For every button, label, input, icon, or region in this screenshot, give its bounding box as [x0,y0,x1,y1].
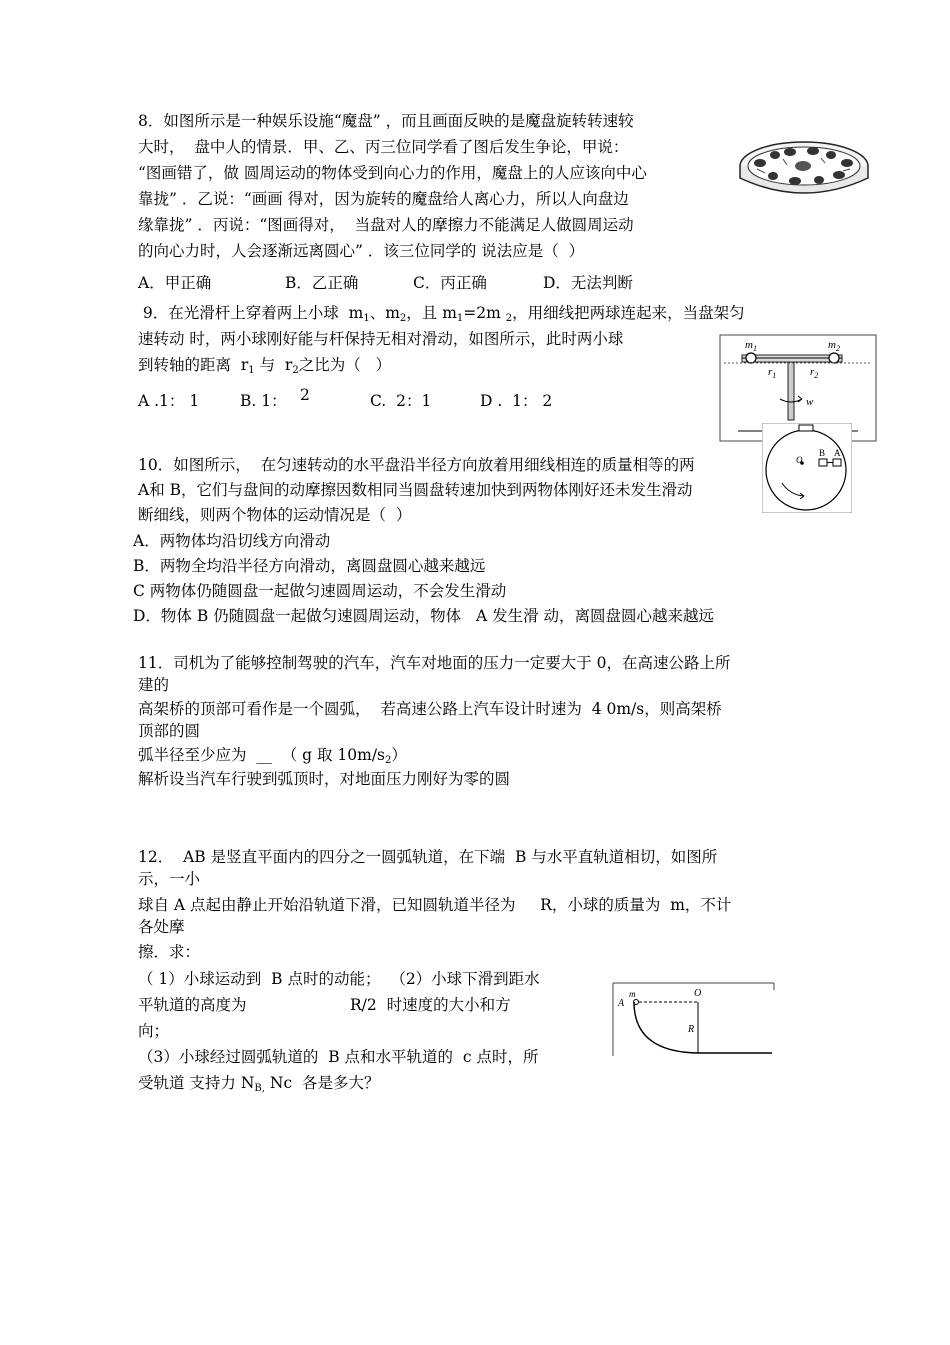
label-text: m [745,339,753,351]
subscript: 1 [248,365,255,376]
q12-line-10 [138,1073,379,1099]
q9-option-c: C. 2：1 [370,392,432,410]
q9-option-b-value: 2 [300,386,310,404]
label-b: B [819,448,826,458]
label-r2 [810,366,818,380]
q8-line-5: 缘靠拢” ．丙说：“图画得对， 当盘对人的摩擦力不能满足人做圆周运动 [138,216,634,234]
rotating-disc-figure [762,423,852,513]
subscript: 1 [363,313,370,324]
q12-line-4: 各处摩 [138,918,185,936]
q10-option-b: B．两物全均沿半径方向滑动，离圆盘圆心越来越远 [133,557,486,575]
q12-line-1: 12． AB 是竖直平面内的四分之一圆弧轨道，在下端 B 与水平直轨道相切，如图所 [138,848,718,866]
label-sub: 1 [772,371,777,380]
q9-text: 到转轴的距离 r [138,356,249,374]
subscript: 2 [292,365,299,376]
q12-line-2: 示，一小 [138,870,201,888]
q11-line-6: 解析设当汽车行驶到弧顶时，对地面压力刚好为零的圆 [138,770,511,788]
q12-line-3: 球自 A 点起由静止开始沿轨道下滑，已知圆轨道半径为 R，小球的质量为 m，不计 [138,896,732,914]
q8-option-c: C．丙正确 [413,274,487,292]
label-text: m [828,339,836,351]
q10-line-3: 断细线，则两个物体的运动情况是（ ） [138,506,412,524]
q9-line-1 [138,303,745,329]
q9-text: 9．在光滑杆上穿着两上小球 m [138,304,364,322]
q11-line-3: 高架桥的顶部可看作是一个圆弧， 若高速公路上汽车设计时速为 4 0m/s，则高架桥 [138,700,722,718]
label-omega: w [806,396,814,408]
subscript: B, [254,1083,265,1094]
q8-option-d: D．无法判断 [543,274,633,292]
label-m1 [745,339,757,353]
label-r: R [688,1024,695,1035]
subscript: 2 [385,755,392,766]
label-m: m [629,989,636,999]
label-a: A [618,998,625,1009]
label-r1 [768,366,776,380]
q9-option-d: D . 1： 2 [480,392,553,410]
q9-text: =2m [463,304,506,322]
label-o: O [796,455,803,465]
q8-line-1: 8．如图所示是一种娱乐设施“魔盘” ，而且画面反映的是魔盘旋转转速较 [138,112,634,130]
label-sub: 1 [752,344,757,353]
q11-text: ） [391,746,407,764]
q12-line-7: 平轨道的高度为 R/2 时速度的大小和方 [138,996,511,1014]
q11-line-4: 顶部的圆 [138,722,201,740]
q10-option-c: C 两物体仍随圆盘一起做匀速圆周运动，不会发生滑动 [133,582,507,600]
q8-line-2: 大时， 盘中人的情景．甲、乙、丙三位同学看了图后发生争论，甲说： [138,138,629,156]
q9-text: 之比为（ ） [298,356,392,374]
subscript: 1 [456,313,464,324]
q10-line-2: A和 B，它们与盘间的动摩擦因数相同当圆盘转速加快到两物体刚好还未发生滑动 [138,481,693,499]
q10-line-1: 10．如图所示， 在匀速转动的水平盘沿半径方向放着用细线相连的质量相等的两 [138,456,695,474]
q11-line-1: 11．司机为了能够控制驾驶的汽车，汽车对地面的压力一定要大于 0，在高速公路上所 [138,654,731,672]
q9-line-2: 速转动 时，两小球刚好能与杆保持无相对滑动，如图所示，此时两小球 [138,330,624,348]
q11-line-2: 建的 [138,676,170,694]
subscript: 2 [399,313,407,324]
q11-text: 弧半径至少应为 __ （ g 取 10m/s [138,746,386,764]
q12-line-9: （3）小球经过圆弧轨道的 B 点和水平轨道的 c 点时，所 [138,1048,539,1066]
q10-option-a: A．两物体均沿切线方向滑动 [133,532,331,550]
subscript: 2 [505,313,513,324]
q12-line-6: （ 1）小球运动到 B 点时的动能； （2）小球下滑到距水 [138,970,540,988]
q12-line-5: 擦．求： [138,943,201,961]
q8-option-a: A．甲正确 [138,274,212,292]
q12-text: Nc 各是多大？ [264,1074,380,1092]
label-sub: 2 [835,344,840,353]
label-text: r [810,366,815,378]
label-m2 [828,339,840,353]
q8-line-6: 的向心力时，人会逐渐远离圆心” ．该三位同学的 说法应是（ ） [138,242,585,260]
q9-text: 与 r [254,356,293,374]
quarter-arc-track-figure [612,982,776,1060]
q10-option-d: D．物体 B 仍随圆盘一起做匀速圆周运动，物体 A 发生滑 动，离圆盘圆心越来越远 [133,607,715,625]
q9-text: 、m [369,304,400,322]
q9-text: ，用细线把两球连起来，当盘架匀 [512,304,745,322]
q9-line-3 [138,355,391,381]
q8-line-4: 靠拢” ．乙说：“画画 得对，因为旋转的魔盘给人离心力，所以人向盘边 [138,190,629,208]
q12-line-8: 向； [138,1022,170,1040]
label-a: A [834,448,841,458]
q8-option-b: B．乙正确 [285,274,359,292]
q12-text: 受轨道 支持力 N [138,1074,255,1092]
q9-option-a: A .1： 1 [138,392,200,410]
magic-disc-figure [735,133,873,203]
label-o: O [694,988,702,999]
q9-option-b: B. 1： [240,392,287,410]
label-text: r [768,366,773,378]
q9-text: ，且 m [406,304,457,322]
q8-line-3: “图画错了，做 圆周运动的物体受到向心力的作用，魔盘上的人应该向中心 [138,164,647,182]
label-sub: 2 [814,371,819,380]
q11-line-5 [138,745,407,771]
